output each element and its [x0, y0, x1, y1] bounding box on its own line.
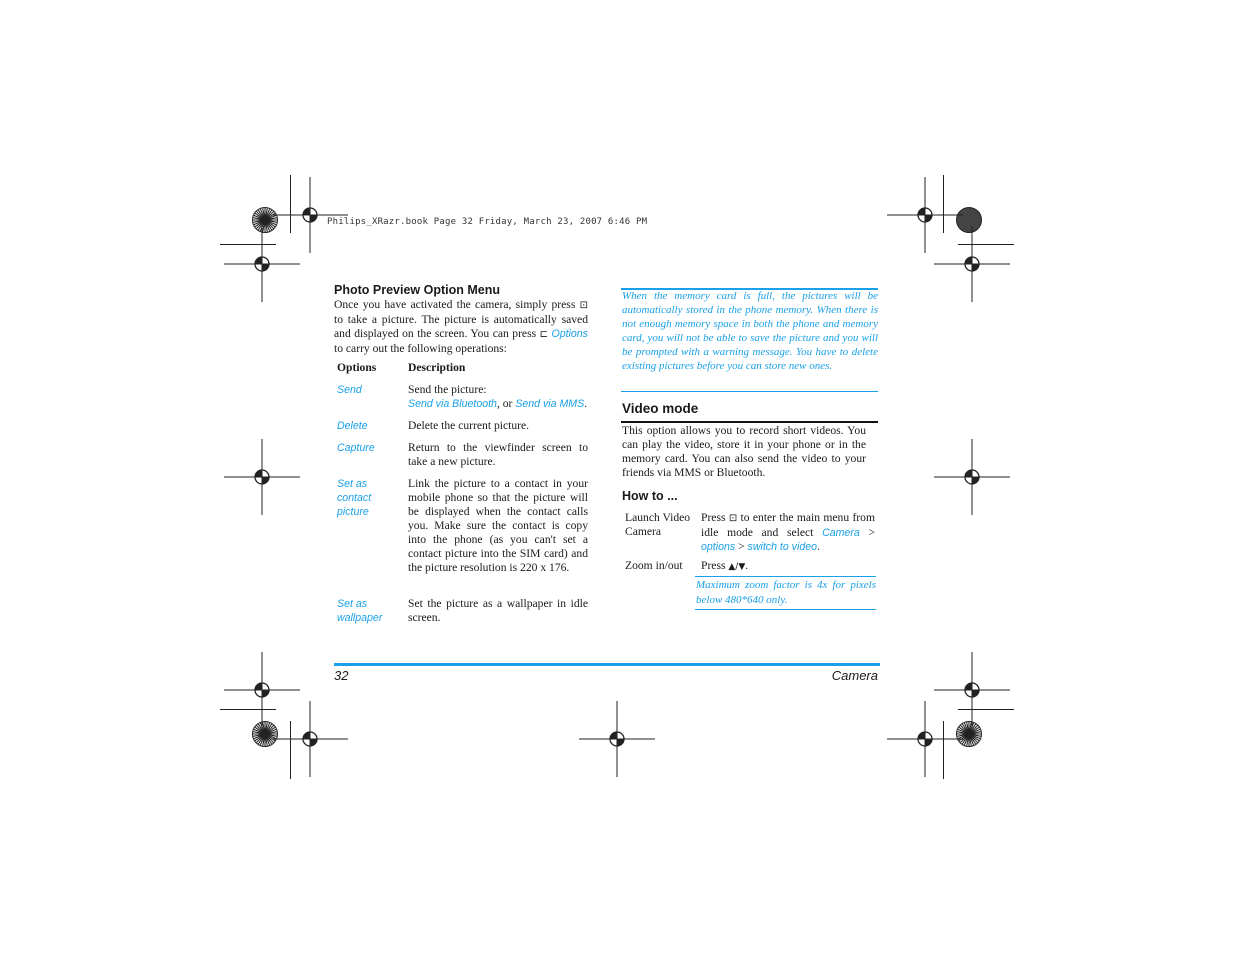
zoom-end: . [745, 559, 749, 572]
option-capture: Capture [337, 442, 375, 454]
video-mode-rule [621, 421, 878, 423]
zoom-note-bottom-rule [695, 609, 876, 610]
table-row [337, 441, 588, 477]
how-to-table [625, 511, 875, 579]
option-set-wallpaper-desc: Set the picture as a wallpaper in idle screen. [408, 597, 588, 624]
intro-options-link: Options [551, 328, 588, 340]
menu-switch-to-video: switch to video [747, 541, 818, 553]
section-name: Camera [831, 668, 878, 683]
menu-gt-2: > [738, 540, 745, 553]
option-send-desc [408, 383, 588, 419]
table-row [337, 383, 588, 419]
launch-video-camera-label: Launch Video Camera [625, 511, 691, 538]
photo-preview-heading: Photo Preview Option Menu [334, 283, 500, 297]
intro-text-3: to carry out the following operations: [334, 342, 507, 355]
option-capture-desc: Return to the viewfinder screen to take a new picture. [408, 441, 588, 468]
launch-video-camera-desc [701, 511, 875, 559]
menu-camera: Camera [822, 527, 860, 539]
ok-key-icon: ⊡ [579, 300, 588, 311]
menu-gt-1: > [868, 526, 875, 539]
print-header: Philips_XRazr.book Page 32 Friday, March 23, 2007 6:46 PM [327, 217, 648, 227]
launch-press: Press [701, 511, 726, 524]
up-down-arrow-icon: ▲/▼ [728, 562, 746, 572]
zoom-label: Zoom in/out [625, 559, 683, 572]
menu-options: options [701, 541, 736, 553]
intro-text-2: to take a picture. The picture is automatically saved and displayed on the screen. You can press [334, 313, 588, 340]
col-header-options: Options [337, 361, 377, 374]
option-send: Send [337, 384, 362, 396]
send-via-bluetooth-link: Send via Bluetooth [408, 398, 497, 410]
how-to-heading: How to ... [622, 489, 678, 503]
table-row [337, 477, 588, 597]
table-header-row [337, 361, 588, 383]
option-set-contact-picture: Set as contact picture [337, 478, 372, 518]
options-table [337, 361, 588, 625]
footer-rule [334, 663, 880, 666]
table-row [337, 419, 588, 441]
ok-key-icon: ⊡ [728, 513, 738, 524]
zoom-note-top-rule [695, 576, 876, 577]
send-end: . [584, 397, 588, 410]
launch-text: to enter the main menu from idle mode and select [701, 511, 875, 539]
left-softkey-icon: ⊏ [539, 329, 548, 340]
video-mode-paragraph: This option allows you to record short videos. You can play the video, store it in your phone or in the memory card. You can also send the video to your friends via MMS or Bluetooth. [622, 424, 866, 479]
col-header-description: Description [408, 361, 466, 374]
option-set-contact-picture-desc: Link the picture to a contact in your mobile phone so that the picture will be displayed when the contact calls you. Make sure the contact is copy into the phone (as you can't set a contact picture into the SIM card) and the picture resolution is 220 x 176. [408, 477, 588, 574]
send-via-mms-link: Send via MMS [515, 398, 585, 410]
table-row [625, 511, 875, 559]
send-sep: , or [496, 397, 513, 410]
option-delete-desc: Delete the current picture. [408, 419, 530, 432]
zoom-press: Press [701, 559, 726, 572]
option-set-wallpaper: Set as wallpaper [337, 598, 383, 624]
video-mode-heading: Video mode [622, 401, 699, 416]
memory-card-note: When the memory card is full, the pictures will be automatically stored in the phone memory. When there is not enough memory space in both the phone and memory card, you will not be able to save the picture and you will be prompted with a warning message. You have to delete existing pictures before you can store new ones. [622, 290, 878, 372]
intro-text-1: Once you have activated the camera, simply press [334, 298, 576, 311]
note-bottom-rule [621, 391, 878, 392]
option-delete: Delete [337, 420, 368, 432]
zoom-note: Maximum zoom factor is 4x for pixels below 480*640 only. [696, 579, 876, 606]
send-desc-text: Send the picture: [408, 383, 487, 396]
photo-preview-intro [334, 298, 588, 356]
launch-end: . [817, 540, 820, 553]
page-number: 32 [334, 668, 349, 683]
table-row [337, 597, 588, 625]
